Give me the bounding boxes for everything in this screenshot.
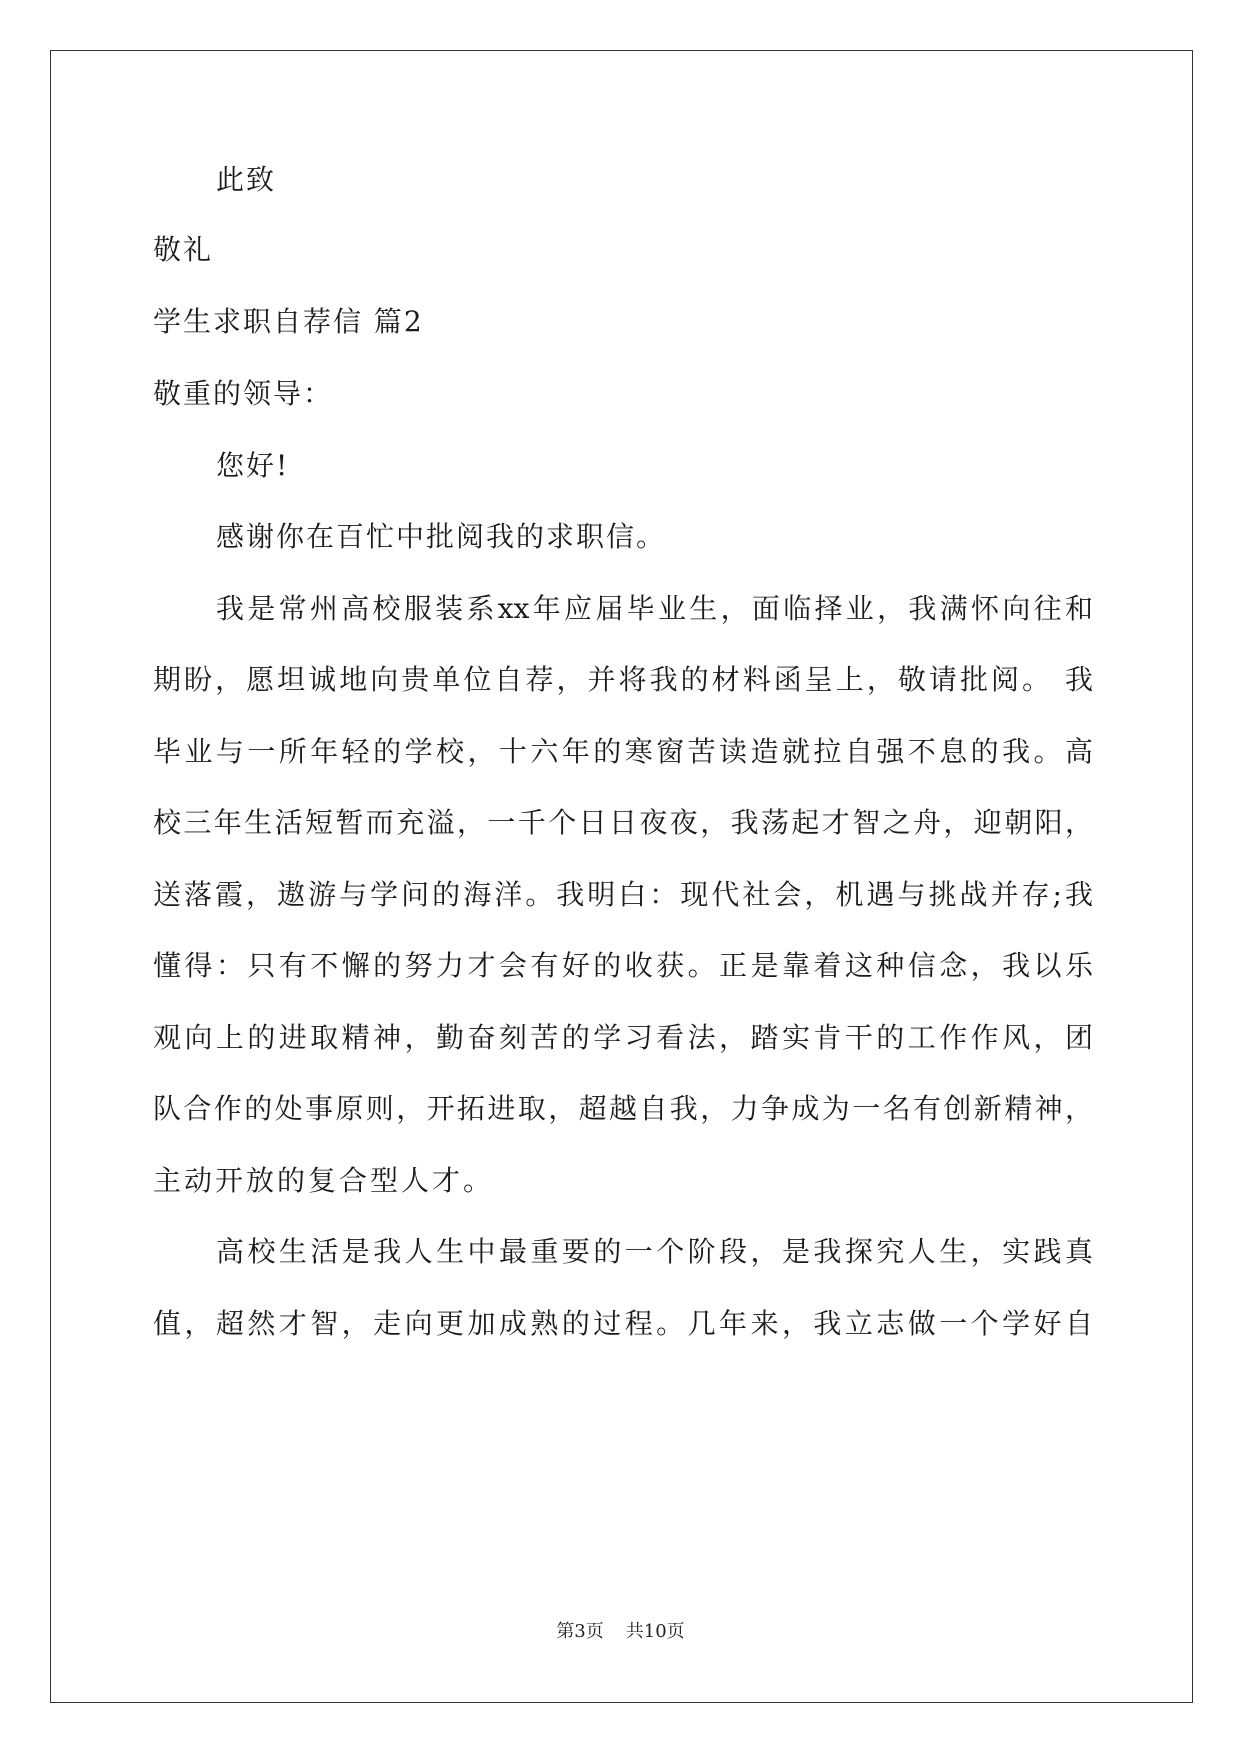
paragraph1-line: 懂得：只有不懈的努力才会有好的收获。正是靠着这种信念，我以乐 bbox=[153, 949, 1093, 982]
paragraph1-line: 校三年生活短暂而充溢，一千个日日夜夜，我荡起才智之舟，迎朝阳， bbox=[153, 806, 1093, 839]
salutation: 敬重的领导： bbox=[153, 377, 334, 410]
page-number: 第3页 bbox=[556, 1621, 604, 1642]
paragraph1-line: 主动开放的复合型人才。 bbox=[153, 1164, 495, 1197]
paragraph1-line: 我是常州高校服装系xx年应届毕业生，面临择业，我满怀向往和 bbox=[216, 592, 1093, 625]
paragraph1-line: 送落霞，遨游与学问的海洋。我明白：现代社会，机遇与挑战并存;我 bbox=[153, 878, 1093, 911]
paragraph1-line: 观向上的进取精神，勤奋刻苦的学习看法，踏实肯干的工作作风，团 bbox=[153, 1021, 1093, 1054]
page-footer bbox=[0, 1620, 1241, 1644]
paragraph1-line: 期盼，愿坦诚地向贵单位自荐，并将我的材料函呈上，敬请批阅。 我 bbox=[153, 663, 1093, 696]
paragraph2-line: 值，超然才智，走向更加成熟的过程。几年来，我立志做一个学好自 bbox=[153, 1307, 1093, 1340]
paragraph1-line: 毕业与一所年轻的学校，十六年的寒窗苦读造就拉自强不息的我。高 bbox=[153, 735, 1093, 768]
page-total: 共10页 bbox=[625, 1621, 685, 1642]
paragraph1-line: 队合作的处事原则，开拓进取，超越自我，力争成为一名有创新精神， bbox=[153, 1092, 1093, 1125]
closing-line: 此致 bbox=[216, 163, 277, 196]
greeting: 您好! bbox=[216, 449, 290, 482]
section-title: 学生求职自荐信 篇2 bbox=[153, 305, 424, 338]
paragraph2-line: 高校生活是我人生中最重要的一个阶段，是我探究人生，实践真 bbox=[216, 1235, 1093, 1268]
thanks-line: 感谢你在百忙中批阅我的求职信。 bbox=[216, 520, 667, 553]
regards-line: 敬礼 bbox=[153, 233, 214, 266]
